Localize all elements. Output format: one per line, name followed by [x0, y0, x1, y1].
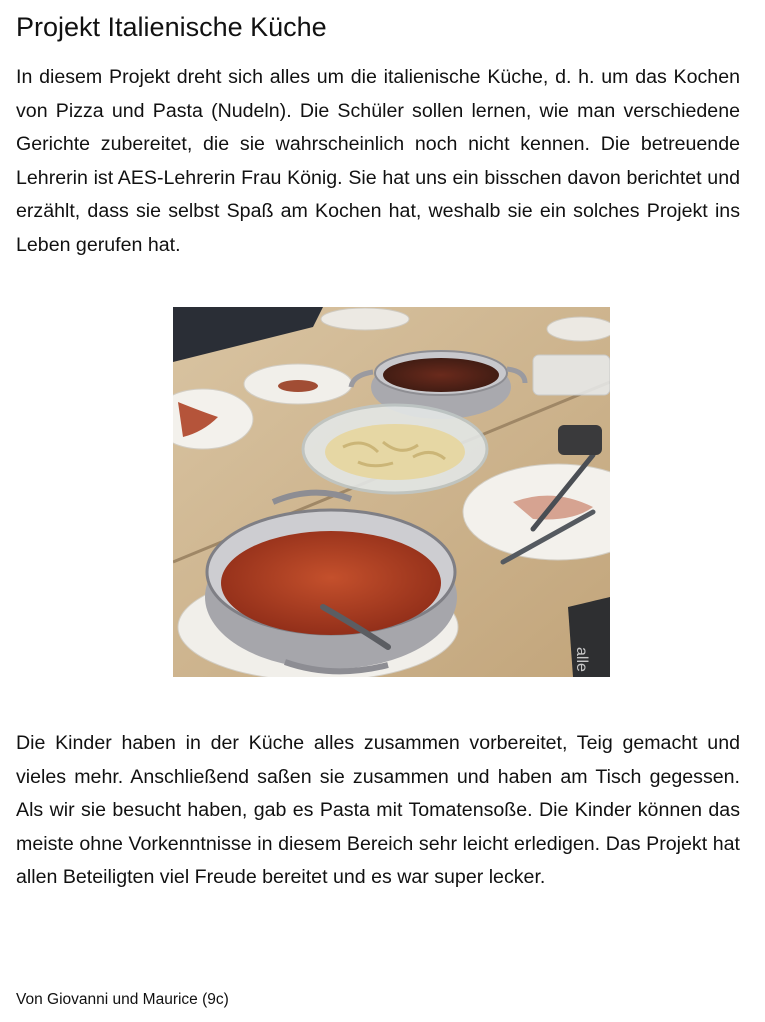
pasta [325, 424, 465, 480]
intro-paragraph: In diesem Projekt dreht sich alles um die italienische Küche, d. h. um das Kochen von Pizza und Pasta (Nudeln). Die Schüler sollen lernen, wie man verschiedene Gerichte zubereitet, die sie wahrscheinlich noch nicht kennen. Die betreuende Lehrerin ist AES-Lehrerin Frau König. Sie hat uns ein bisschen davon berichtet und erzählt, dass sie selbst Spaß am Kochen hat, weshalb sie ein solches Projekt ins Leben gerufen hat. [16, 66, 740, 256]
sauce-smear [278, 380, 318, 392]
author-byline: Von Giovanni und Maurice (9c) [16, 991, 229, 1008]
pot-sauce [383, 358, 499, 392]
report-paragraph: Die Kinder haben in der Küche alles zusammen vorbereitet, Teig gemacht und vieles mehr. Anschließend saßen sie zusammen und haben am Tisch gegessen. Als wir sie besucht haben, gab es Pasta mit Tomatensoße. Die Kinder können das meiste ohne Vorkenntnisse in diesem Bereich sehr leicht erledigen. Das Projekt hat allen Beteiligten viel Freude bereitet und es war super lecker. [16, 732, 740, 889]
plate [321, 308, 409, 330]
container [533, 355, 610, 395]
bottle-label: alle [573, 647, 590, 672]
cup [558, 425, 602, 455]
cooking-photo [173, 307, 610, 677]
page-title: Projekt Italienische Küche [16, 12, 327, 42]
plate [547, 317, 610, 341]
pot-sauce [221, 531, 441, 635]
